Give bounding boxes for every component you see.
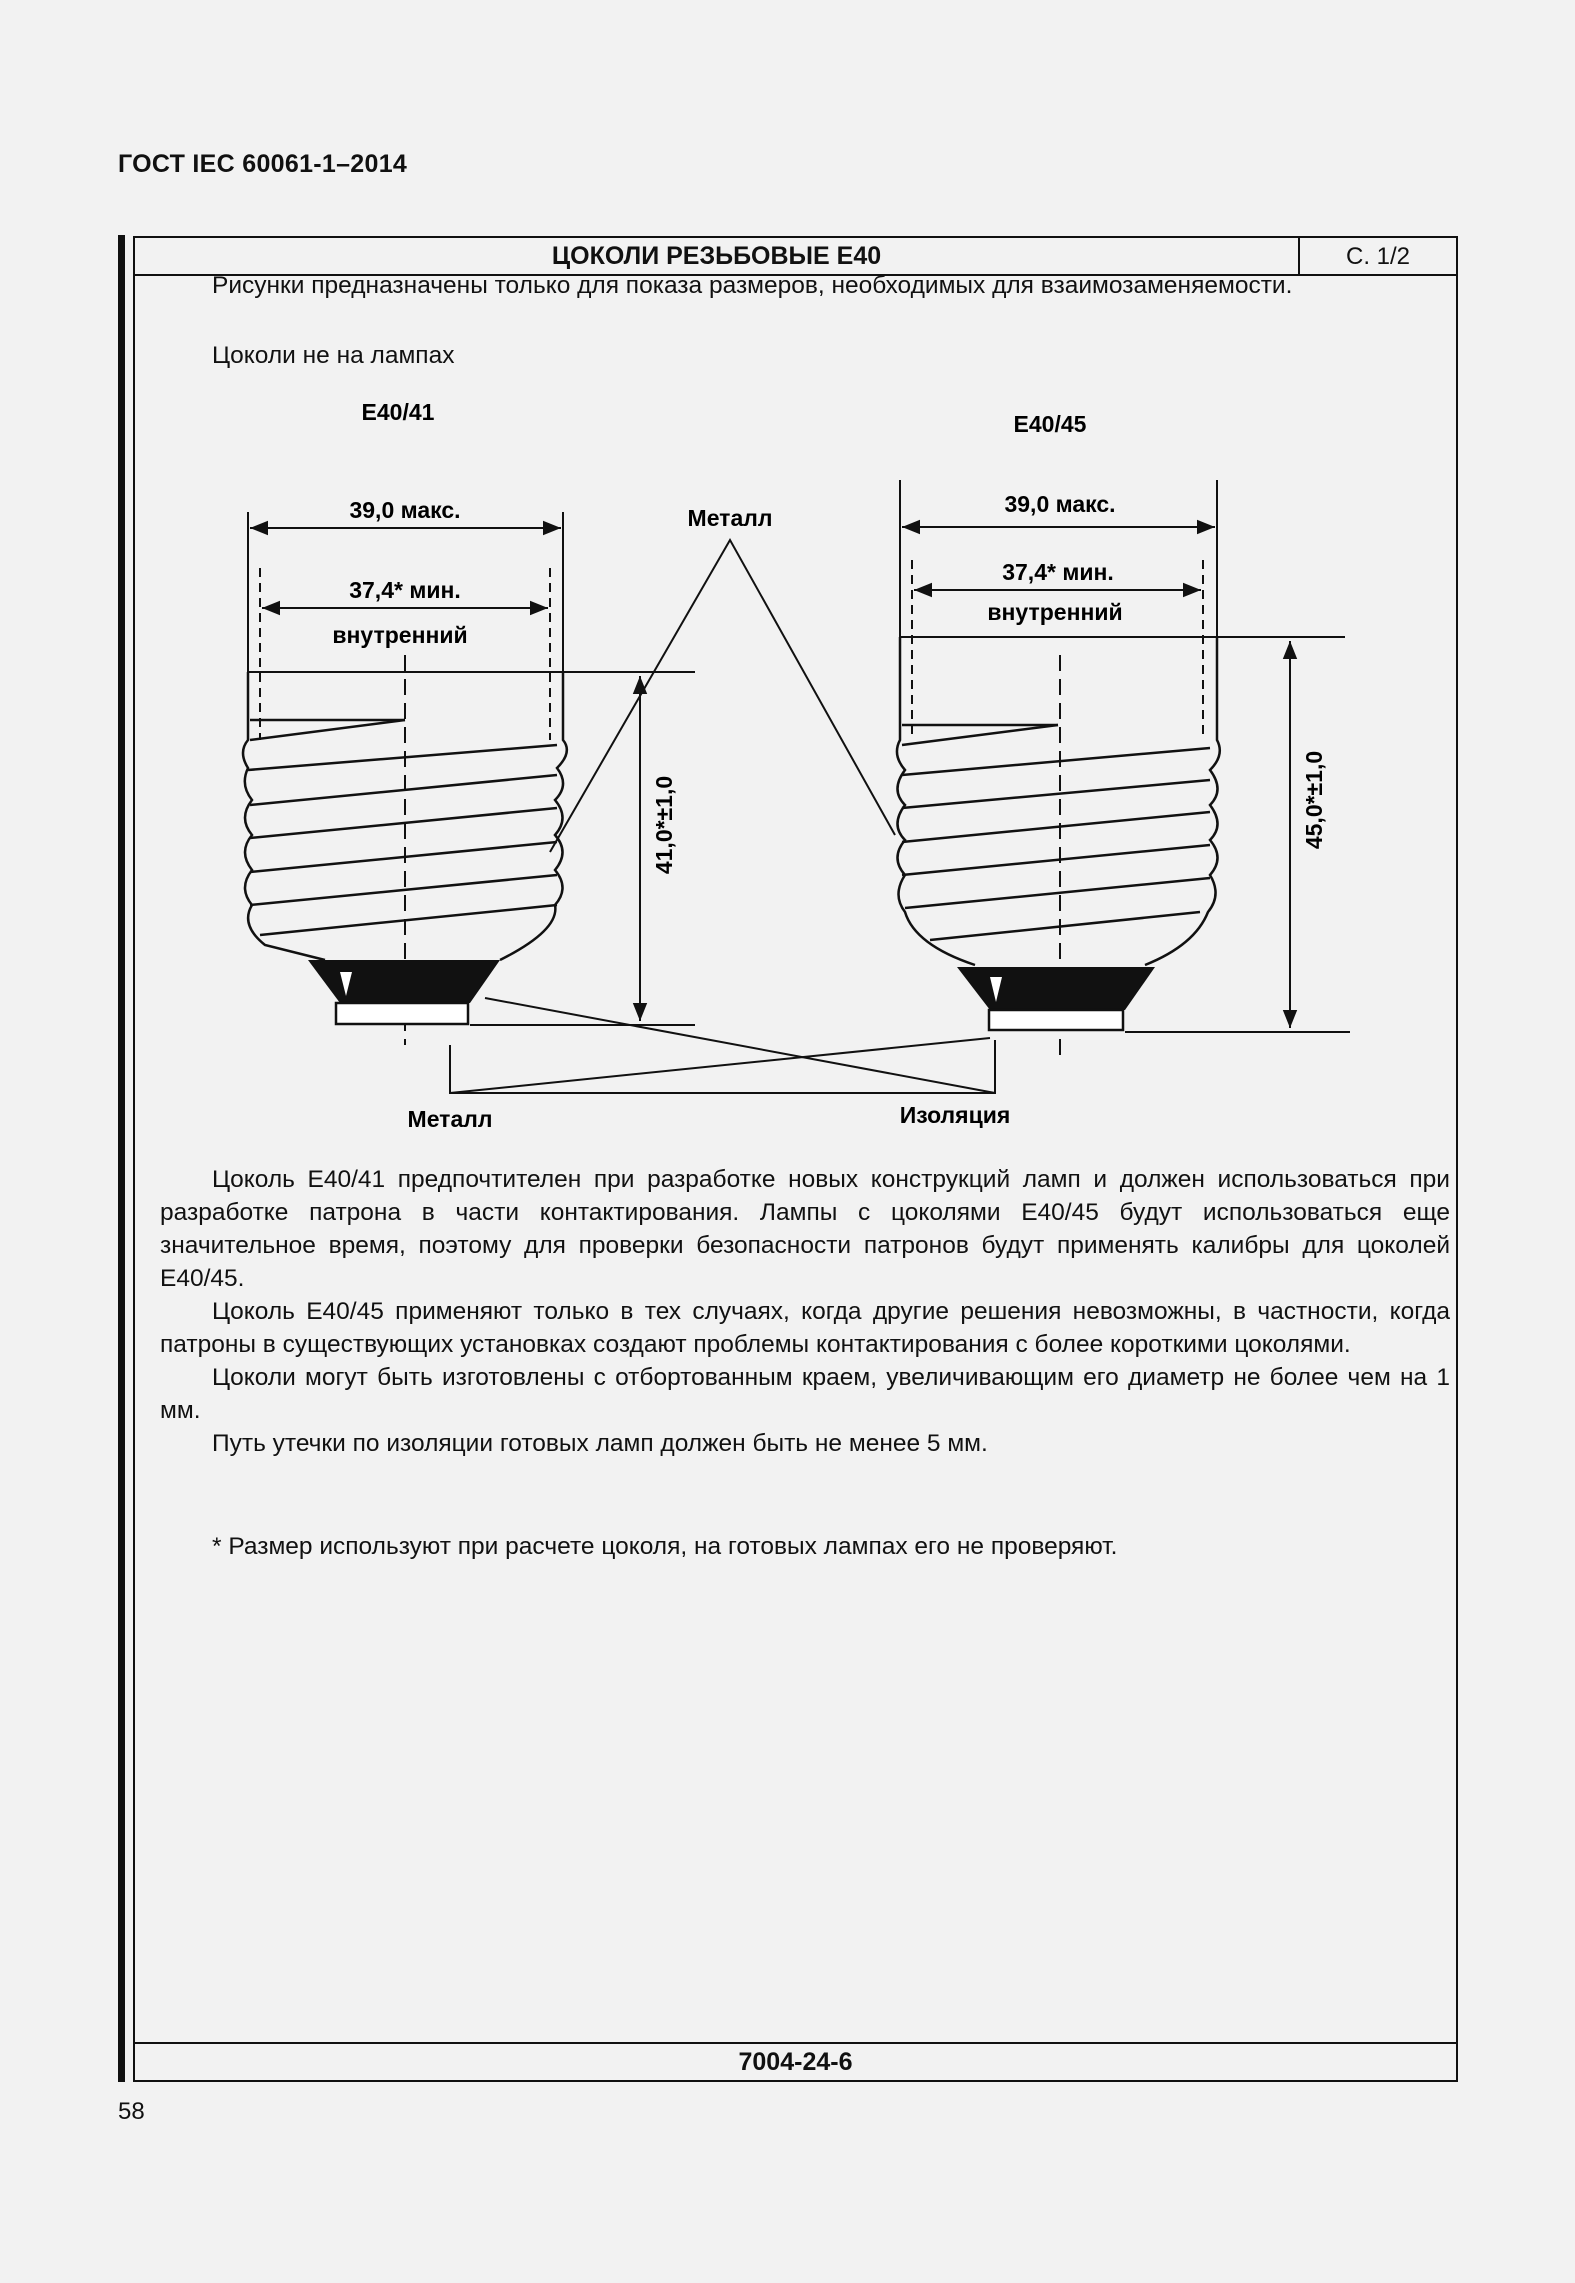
intro-text: Рисунки предназначены только для показа размеров, необходимых для взаимозаменяемости. [212,272,1293,299]
left-inner-dimension: 37,4* мин. [349,577,461,603]
body-text [160,1163,1450,1460]
left-height-dimension: 41,0*±1,0 [651,775,677,875]
page-number: 58 [118,2098,145,2125]
callout-metal-bottom: Металл [407,1106,493,1132]
sheet-number: 7004-24-6 [738,2048,853,2076]
left-inner-note: внутренний [332,622,468,648]
paragraph-4: Путь утечки по изоляции готовых ламп должен быть не менее 5 мм. [212,1430,988,1457]
paragraph-1: Цоколь Е40/41 предпочтителен при разработке новых конструкций ламп и должен использоваться при разработке патрона в части контактирования. Лампы с цоколями Е40/45 будут использоваться еще значительное время, поэтому для проверки безопасности патронов будут применять калибры для цоколей Е40/45. [160,1166,1450,1292]
right-height-dimension: 45,0*±1,0 [1301,750,1327,850]
left-cap-label: E40/41 [361,399,435,425]
left-outer-dimension: 39,0 макс. [349,497,461,523]
sheet-page-label: С. 1/2 [1345,243,1411,270]
footnote: * Размер используют при расчете цоколя, на готовых лампах его не проверяют. [212,1533,1118,1560]
document-code: ГОСТ IEC 60061-1–2014 [118,150,408,178]
right-cap-label: E40/45 [1013,411,1087,437]
right-inner-dimension: 37,4* мин. [1002,559,1114,585]
callout-insulation: Изоляция [899,1102,1011,1128]
callout-metal-top: Металл [687,505,773,531]
paragraph-3: Цоколи могут быть изготовлены с отбортованным краем, увеличивающим его диаметр не более чем на 1 мм. [160,1364,1450,1424]
right-inner-note: внутренний [987,599,1123,625]
footer-row [135,2042,1456,2080]
subheading: Цоколи не на лампах [212,342,455,369]
paragraph-2: Цоколь Е40/45 применяют только в тех случаях, когда другие решения невозможны, в частности, когда патроны в существующих установках создают проблемы контактирования с более короткими цоколями. [160,1298,1450,1358]
sheet-title: ЦОКОЛИ РЕЗЬБОВЫЕ Е40 [551,242,882,270]
right-outer-dimension: 39,0 макс. [1004,491,1116,517]
